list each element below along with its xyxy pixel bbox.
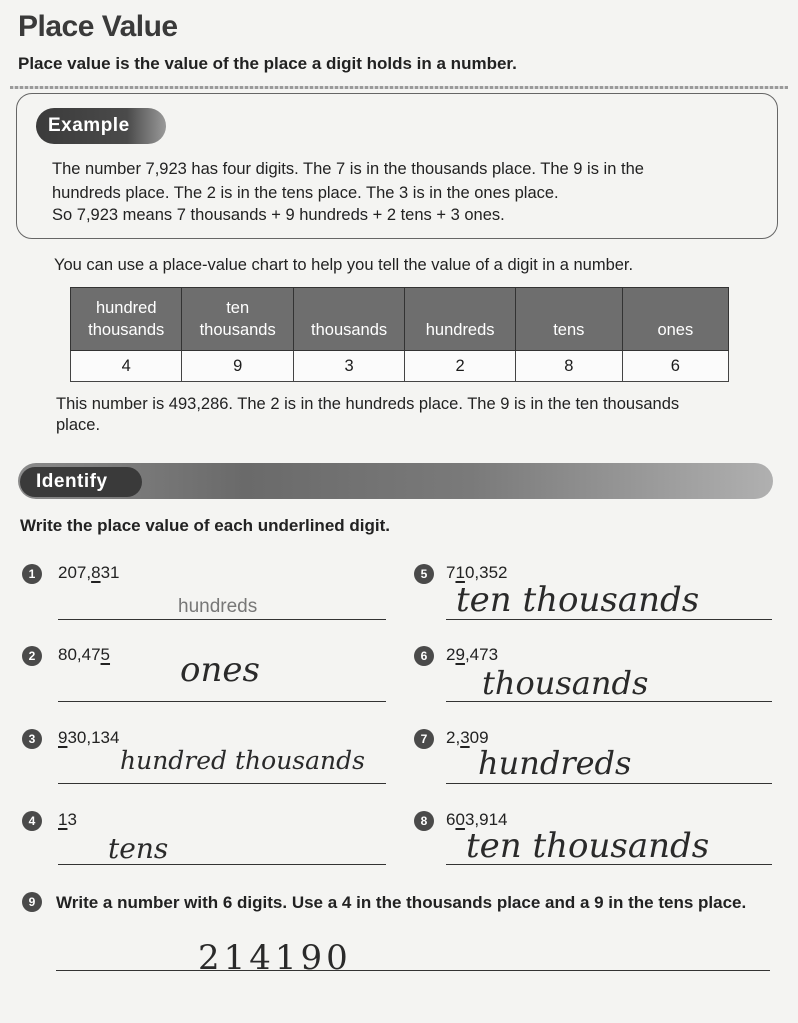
identify-label: Identify — [20, 467, 142, 497]
problem-5-number: 710,352 — [446, 563, 508, 582]
underlined-digit: 5 — [100, 645, 111, 664]
chart-intro: You can use a place-value chart to help you tell the value of a digit in a number. — [54, 256, 634, 274]
problem-2-number: 80,475 — [58, 645, 111, 664]
answer-4[interactable]: tens — [108, 832, 169, 865]
answer-7[interactable]: hundreds — [478, 744, 632, 782]
header-hundred-thousands: hundred thousands — [71, 288, 182, 351]
answer-line — [446, 619, 772, 620]
underlined-digit: 0 — [455, 810, 465, 829]
problem-number: 6 — [414, 646, 434, 666]
answer-line — [58, 783, 386, 784]
problem-number: 4 — [22, 811, 42, 831]
underlined-digit: 9 — [455, 645, 465, 664]
question-9-text: Write a number with 6 digits. Use a 4 in the thousands place and a 9 in the tens place. — [56, 893, 747, 912]
example-label: Example — [36, 108, 166, 144]
example-line-2: hundreds place. The 2 is in the tens place. The 3 is in the ones place. — [52, 184, 559, 202]
answer-line — [58, 619, 386, 620]
answer-2[interactable]: ones — [180, 650, 260, 690]
answer-8[interactable]: ten thousands — [466, 826, 710, 866]
digit-row — [71, 351, 729, 382]
header-thousands: thousands — [293, 288, 404, 351]
digit-cell: 9 — [182, 351, 293, 382]
digit-cell: 3 — [293, 351, 404, 382]
problem-1-number: 207,831 — [58, 563, 120, 582]
example-line-3: So 7,923 means 7 thousands + 9 hundreds + 2 tens + 3 ones. — [52, 206, 505, 224]
answer-line — [58, 701, 386, 702]
problem-number: 5 — [414, 564, 434, 584]
problem-4-number: 13 — [58, 810, 77, 829]
digit-cell: 2 — [405, 351, 516, 382]
header-ten-thousands: ten thousands — [182, 288, 293, 351]
problem-number: 2 — [22, 646, 42, 666]
header-ones: ones — [622, 288, 728, 351]
underlined-digit: 8 — [91, 563, 101, 582]
answer-line — [58, 864, 386, 865]
problem-number: 8 — [414, 811, 434, 831]
digit-cell: 8 — [515, 351, 622, 382]
underlined-digit: 3 — [460, 728, 470, 747]
header-hundreds: hundreds — [405, 288, 516, 351]
answer-9[interactable]: 214190 — [198, 938, 352, 978]
place-value-chart — [70, 287, 729, 382]
answer-line — [446, 864, 772, 865]
answer-1[interactable]: hundreds — [178, 596, 258, 617]
underlined-digit: 1 — [58, 810, 68, 829]
example-line-1: The number 7,923 has four digits. The 7 is in the thousands place. The 9 is in the — [52, 160, 644, 178]
answer-line — [56, 970, 770, 971]
problem-number: 1 — [22, 564, 42, 584]
problem-8-number: 603,914 — [446, 810, 508, 829]
page-title: Place Value — [18, 10, 178, 43]
header-row — [71, 288, 729, 351]
problem-number: 9 — [22, 892, 42, 912]
answer-3[interactable]: hundred thousands — [120, 746, 365, 775]
instructions: Write the place value of each underlined digit. — [20, 516, 390, 535]
problem-6-number: 29,473 — [446, 645, 499, 664]
answer-line — [446, 783, 772, 784]
digit-cell: 6 — [622, 351, 728, 382]
problem-3-number: 930,134 — [58, 728, 120, 747]
answer-6[interactable]: thousands — [482, 664, 649, 702]
problem-7-number: 2,309 — [446, 728, 489, 747]
digit-cell: 4 — [71, 351, 182, 382]
underlined-digit: 9 — [58, 728, 68, 747]
problem-number: 3 — [22, 729, 42, 749]
underlined-digit: 1 — [455, 563, 465, 582]
header-tens: tens — [515, 288, 622, 351]
chart-note: This number is 493,286. The 2 is in the hundreds place. The 9 is in the ten thousands place. — [56, 395, 680, 434]
divider — [10, 86, 788, 89]
answer-5[interactable]: ten thousands — [456, 580, 700, 620]
answer-line — [446, 701, 772, 702]
intro-text: Place value is the value of the place a digit holds in a number. — [18, 54, 517, 73]
problem-number: 7 — [414, 729, 434, 749]
